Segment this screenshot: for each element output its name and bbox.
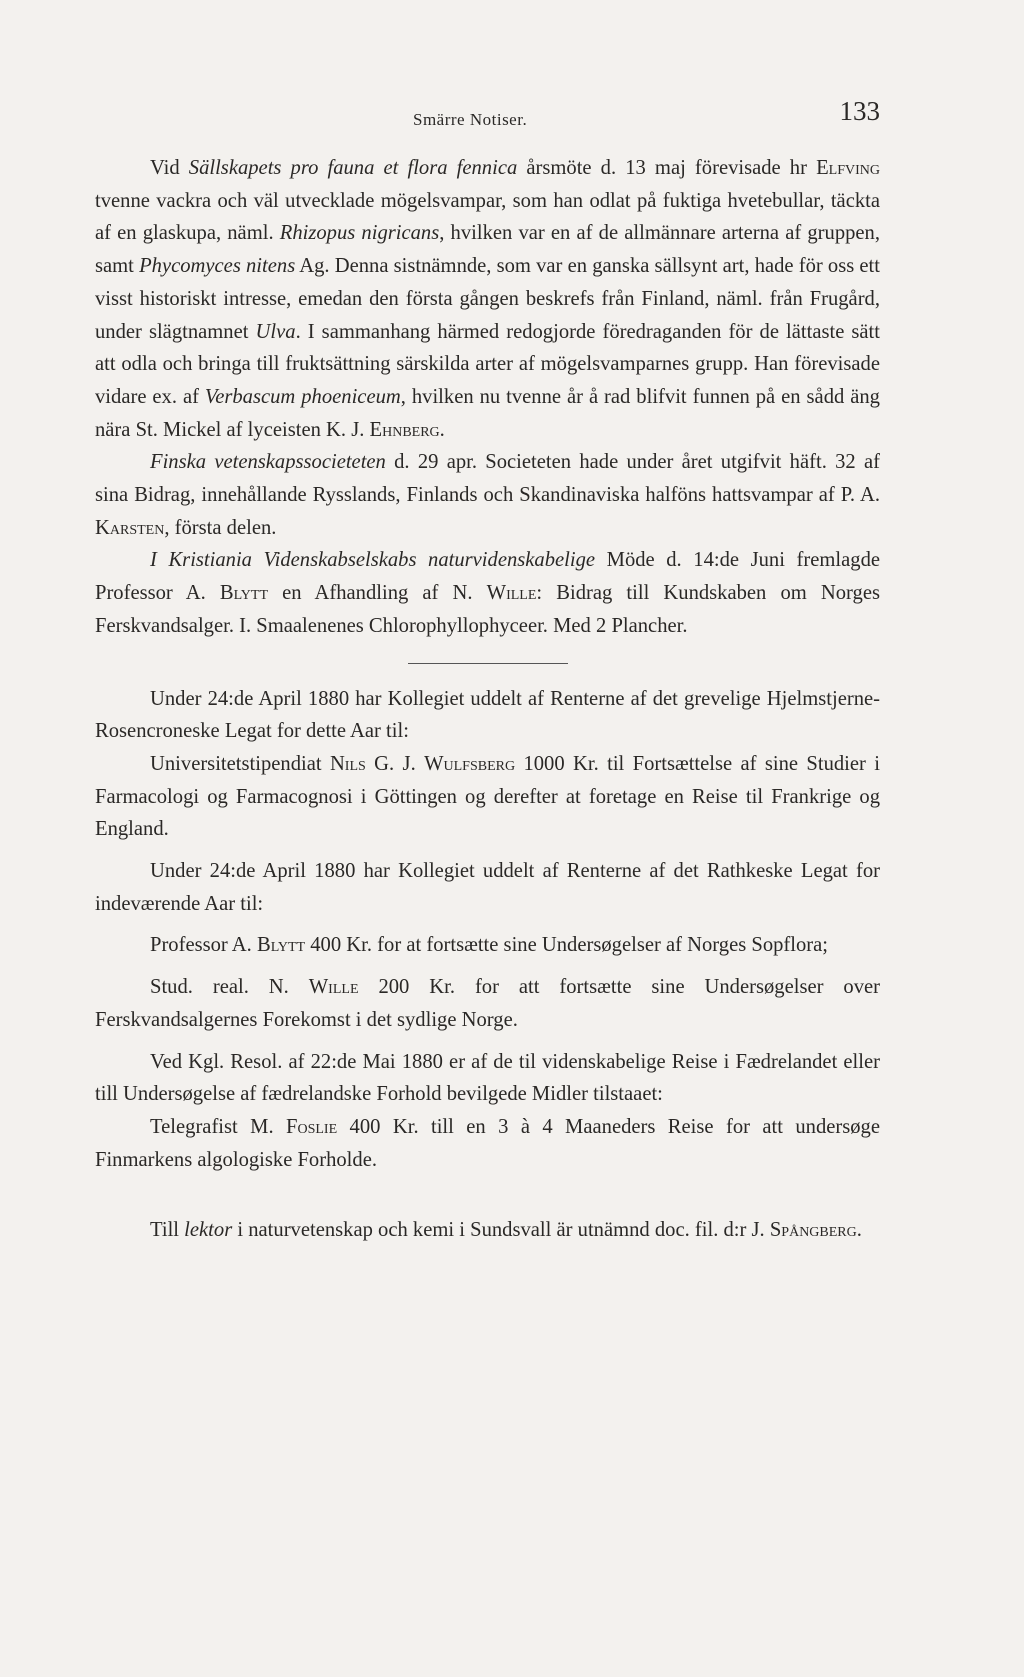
small-caps-name: Blytt — [219, 582, 268, 605]
text-run: 200 Kr. for att fortsætte sine Undersøgelser over Ferskvandsalgernes Forekomst i det sydlige Norge. — [95, 976, 880, 1031]
italic-run: Rhizopus nigricans — [279, 222, 440, 245]
paragraph-kgl-resol — [95, 1046, 880, 1111]
text-run: Stud. real. N. — [150, 976, 309, 999]
text-run: i naturvetenskap och kemi i Sundsvall är utnämnd doc. fil. d:r J. — [232, 1219, 770, 1242]
italic-run: I Kristiania Videnskabselskabs naturvidenskabelige — [150, 549, 596, 572]
paragraph-blytt — [95, 929, 880, 962]
italic-run: Finska vetenskapssocieteten — [150, 451, 386, 474]
section-divider — [408, 663, 568, 664]
text-run: d. 29 apr. Societeten hade under året utgifvit häft. 32 af sina Bidrag, innehållande Rysslands, Finlands och Skandinaviska halföns hattsvampar af P. A. — [95, 451, 880, 507]
small-caps-name: Wille — [308, 976, 359, 999]
text-run: 1000 Kr. til Fortsættelse af sine Studier i Farmacologi og Farmacognosi i Göttingen og derefter at foretage en Reise til Frankrige og England. — [95, 752, 880, 841]
text-run: Telegrafist M. — [150, 1115, 287, 1138]
small-caps-name: Foslie — [286, 1115, 338, 1138]
text-run: , första delen. — [164, 516, 277, 539]
small-caps-name: Elfving — [816, 157, 880, 179]
small-caps-name: Nils — [329, 752, 366, 775]
text-run: Universitetstipendiat — [150, 752, 330, 775]
small-caps-name: Wille — [486, 582, 537, 605]
paragraph-wulfsberg — [95, 748, 880, 846]
text-run: . — [439, 418, 445, 441]
text-run: en Afhandling af N. — [268, 582, 487, 605]
text-run: G. J. — [365, 752, 425, 775]
small-caps-name: Wulfsberg — [424, 752, 516, 775]
italic-run: Verbascum phoeniceum — [204, 385, 401, 408]
paragraph-foslie — [95, 1111, 880, 1176]
italic-run: Ulva — [255, 320, 296, 343]
running-title: Smärre Notiser. — [413, 110, 528, 129]
page-header — [95, 96, 880, 136]
text-run: . — [856, 1219, 862, 1242]
italic-run: Phycomyces nitens — [139, 255, 296, 278]
text-run: Under 24:de April 1880 har Kollegiet uddelt af Renterne af det Rathkeske Legat for indeværende Aar til: — [95, 860, 880, 915]
text-run: Möde d. 14:de Juni fremlagde Professor A. — [95, 549, 881, 605]
italic-run: lektor — [184, 1219, 233, 1242]
paragraph-finska-societeten — [95, 446, 880, 544]
text-run: , hvilken var en af de allmännare arterna af gruppen, samt — [95, 222, 880, 278]
paragraph-spangberg — [95, 1214, 880, 1247]
text-run: Ag. Denna sistnämnde, som var en ganska sällsynt art, hade för oss ett visst historiskt intresse, emedan den första gången beskrefs från Finland, näml. från Frugård, under slägtnamnet — [95, 255, 880, 343]
text-run: , hvilken nu tvenne år å rad blifvit funnen på en sådd äng nära St. Mickel af lyceisten K. J. — [95, 385, 880, 441]
body-text — [95, 152, 880, 1247]
small-caps-name: Blytt — [256, 934, 306, 957]
text-run: Under 24:de April 1880 har Kollegiet uddelt af Renterne af det grevelige Hjelmstjerne-Rosencroneske Legat for dette Aar til: — [95, 687, 880, 743]
italic-run: Sällskapets pro fauna et flora fennica — [188, 157, 518, 179]
text-run: Vid — [150, 157, 189, 179]
text-run: Ved Kgl. Resol. af 22:de Mai 1880 er af de til videnskabelige Reise i Fædrelandet eller till Undersøgelse af fædrelandske Forhold bevilgede Midler tilstaaet: — [95, 1050, 880, 1106]
text-run: tvenne vackra och väl utvecklade mögelsvampar, som han odlat på fuktiga hvetebullar, täckta af en glaskupa, näml. — [95, 189, 880, 245]
paragraph-sallskapet — [95, 152, 880, 446]
text-run: 400 Kr. for at fortsætte sine Undersøgelser af Norges Sopflora; — [305, 934, 829, 957]
text-run: Professor A. — [150, 934, 257, 957]
page-number: 133 — [839, 96, 880, 126]
paragraph-kristiania — [95, 544, 880, 642]
text-run: Till — [150, 1219, 185, 1242]
paragraph-wille — [95, 971, 880, 1036]
small-caps-name: Spångberg — [769, 1219, 857, 1242]
text-run: . I sammanhang härmed redogjorde föredraganden för de lättaste sätt att odla och bringa till fruktsättning särskilda arter af mögelsvamparnes grupp. Han förevisade vidare ex. af — [95, 320, 881, 408]
paragraph-rathkeske-legat — [95, 855, 880, 920]
paragraph-hjelmstjerne-legat — [95, 683, 880, 748]
small-caps-name: Ehnberg — [369, 418, 440, 441]
text-run: : Bidrag till Kundskaben om Norges Ferskvandsalger. I. Smaalenenes Chlorophyllophyceer. Med 2 Plancher. — [95, 582, 880, 637]
small-caps-name: Karsten — [95, 516, 165, 539]
text-run: årsmöte d. 13 maj förevisade hr — [517, 157, 817, 179]
text-run: 400 Kr. till en 3 à 4 Maaneders Reise for att undersøge Finmarkens algologiske Forholde. — [95, 1115, 880, 1171]
